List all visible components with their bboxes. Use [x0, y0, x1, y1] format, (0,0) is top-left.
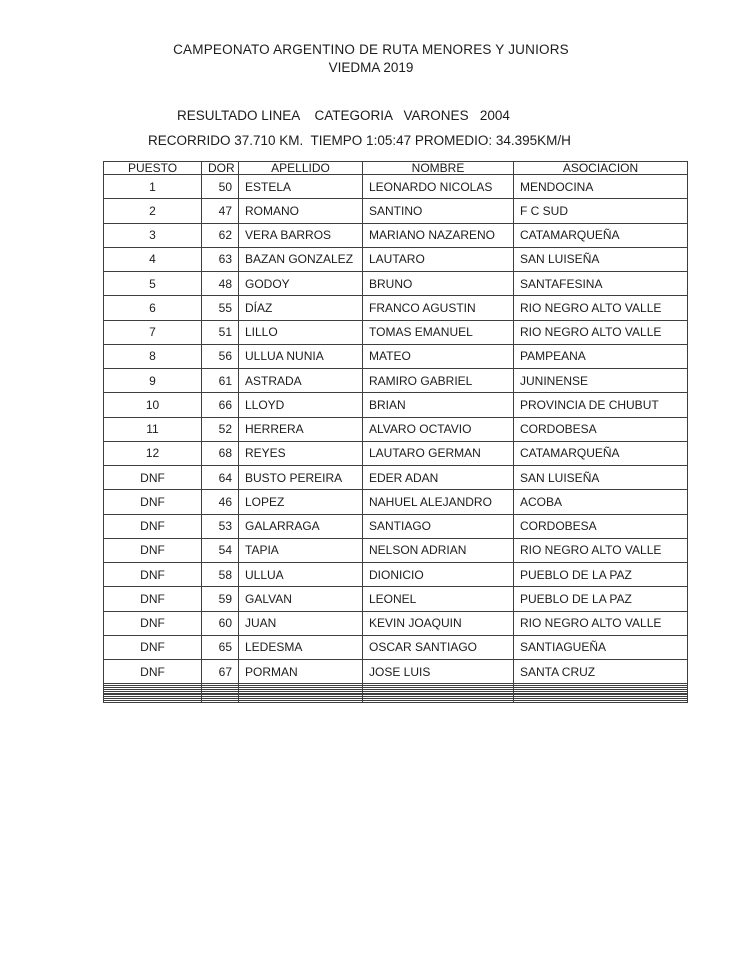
cell-nombre: LAUTARO GERMAN	[363, 441, 514, 465]
cell-dor: 50	[202, 175, 239, 199]
cell-puesto: 2	[104, 199, 202, 223]
cell-asociacion: F C SUD	[514, 199, 688, 223]
cell-nombre: EDER ADAN	[363, 466, 514, 490]
cell-dor: 61	[202, 369, 239, 393]
cell-apellido: GODOY	[239, 272, 363, 296]
cell-dor: 59	[202, 587, 239, 611]
cell-nombre: LAUTARO	[363, 247, 514, 271]
cell-asociacion: SANTAFESINA	[514, 272, 688, 296]
cell-asociacion: PAMPEANA	[514, 344, 688, 368]
cell-puesto: DNF	[104, 538, 202, 562]
results-table	[103, 161, 688, 703]
cell-puesto: 6	[104, 296, 202, 320]
column-header-apellido: APELLIDO	[239, 162, 363, 175]
table-row	[104, 611, 688, 635]
table-row	[104, 369, 688, 393]
cell-nombre: RAMIRO GABRIEL	[363, 369, 514, 393]
cell-asociacion: CORDOBESA	[514, 514, 688, 538]
cell-apellido: ASTRADA	[239, 369, 363, 393]
table-row	[104, 587, 688, 611]
course-stats-line: RECORRIDO 37.710 KM. TIEMPO 1:05:47 PROMEDIO: 34.395KM/H	[148, 133, 571, 148]
cell-apellido: LOPEZ	[239, 490, 363, 514]
cell-nombre: BRUNO	[363, 272, 514, 296]
cell-nombre: OSCAR SANTIAGO	[363, 635, 514, 659]
cell-nombre: SANTINO	[363, 199, 514, 223]
cell-apellido: HERRERA	[239, 417, 363, 441]
table-row	[104, 199, 688, 223]
cell-puesto	[104, 700, 202, 702]
table-row	[104, 296, 688, 320]
cell-nombre: BRIAN	[363, 393, 514, 417]
cell-dor: 46	[202, 490, 239, 514]
cell-apellido: VERA BARROS	[239, 223, 363, 247]
table-row	[104, 441, 688, 465]
cell-apellido: ULLUA	[239, 563, 363, 587]
cell-puesto: 9	[104, 369, 202, 393]
table-header-row	[104, 162, 688, 175]
table-row	[104, 223, 688, 247]
cell-dor: 53	[202, 514, 239, 538]
cell-apellido: GALARRAGA	[239, 514, 363, 538]
cell-dor: 52	[202, 417, 239, 441]
cell-dor: 56	[202, 344, 239, 368]
cell-nombre: ALVARO OCTAVIO	[363, 417, 514, 441]
cell-dor: 63	[202, 247, 239, 271]
cell-nombre: NAHUEL ALEJANDRO	[363, 490, 514, 514]
cell-apellido: ROMANO	[239, 199, 363, 223]
cell-apellido: GALVAN	[239, 587, 363, 611]
column-header-nombre: NOMBRE	[363, 162, 514, 175]
cell-dor: 60	[202, 611, 239, 635]
cell-nombre: FRANCO AGUSTIN	[363, 296, 514, 320]
cell-asociacion: PUEBLO DE LA PAZ	[514, 587, 688, 611]
cell-nombre: LEONEL	[363, 587, 514, 611]
cell-puesto: 3	[104, 223, 202, 247]
cell-puesto: 11	[104, 417, 202, 441]
cell-apellido: REYES	[239, 441, 363, 465]
column-header-puesto: PUESTO	[104, 162, 202, 175]
cell-puesto: DNF	[104, 660, 202, 684]
cell-nombre: DIONICIO	[363, 563, 514, 587]
table-row	[104, 272, 688, 296]
cell-puesto: DNF	[104, 563, 202, 587]
table-row	[104, 635, 688, 659]
cell-puesto: 5	[104, 272, 202, 296]
cell-asociacion: JUNINENSE	[514, 369, 688, 393]
cell-puesto: 1	[104, 175, 202, 199]
cell-nombre: KEVIN JOAQUIN	[363, 611, 514, 635]
cell-apellido: DÍAZ	[239, 296, 363, 320]
cell-nombre: MARIANO NAZARENO	[363, 223, 514, 247]
cell-dor: 67	[202, 660, 239, 684]
cell-asociacion: CATAMARQUEÑA	[514, 441, 688, 465]
cell-nombre: MATEO	[363, 344, 514, 368]
cell-asociacion: CORDOBESA	[514, 417, 688, 441]
cell-asociacion: RIO NEGRO ALTO VALLE	[514, 611, 688, 635]
cell-puesto: 7	[104, 320, 202, 344]
table-row	[104, 320, 688, 344]
table-row	[104, 175, 688, 199]
cell-puesto: 8	[104, 344, 202, 368]
cell-apellido	[239, 700, 363, 702]
cell-puesto: DNF	[104, 514, 202, 538]
cell-dor: 47	[202, 199, 239, 223]
cell-puesto: DNF	[104, 635, 202, 659]
table-row	[104, 490, 688, 514]
cell-asociacion: RIO NEGRO ALTO VALLE	[514, 296, 688, 320]
table-row	[104, 417, 688, 441]
cell-dor	[202, 700, 239, 702]
cell-asociacion: SANTIAGUEÑA	[514, 635, 688, 659]
cell-nombre: TOMAS EMANUEL	[363, 320, 514, 344]
cell-apellido: LLOYD	[239, 393, 363, 417]
cell-nombre: LEONARDO NICOLAS	[363, 175, 514, 199]
table-row	[104, 563, 688, 587]
cell-dor: 58	[202, 563, 239, 587]
cell-dor: 64	[202, 466, 239, 490]
cell-puesto: DNF	[104, 466, 202, 490]
cell-dor: 65	[202, 635, 239, 659]
cell-dor: 48	[202, 272, 239, 296]
column-header-asociacion: ASOCIACION	[514, 162, 688, 175]
cell-puesto: DNF	[104, 587, 202, 611]
empty-table-row	[104, 700, 688, 702]
document-subtitle: VIEDMA 2019	[328, 60, 414, 75]
cell-apellido: PORMAN	[239, 660, 363, 684]
cell-asociacion: SAN LUISEÑA	[514, 466, 688, 490]
table-row	[104, 393, 688, 417]
cell-asociacion: MENDOCINA	[514, 175, 688, 199]
cell-asociacion: PROVINCIA DE CHUBUT	[514, 393, 688, 417]
cell-asociacion: RIO NEGRO ALTO VALLE	[514, 538, 688, 562]
cell-puesto: DNF	[104, 490, 202, 514]
cell-asociacion: ACOBA	[514, 490, 688, 514]
cell-apellido: BUSTO PEREIRA	[239, 466, 363, 490]
cell-puesto: 12	[104, 441, 202, 465]
cell-asociacion: PUEBLO DE LA PAZ	[514, 563, 688, 587]
cell-nombre: SANTIAGO	[363, 514, 514, 538]
cell-nombre: JOSE LUIS	[363, 660, 514, 684]
cell-dor: 51	[202, 320, 239, 344]
column-header-dor: DOR	[202, 162, 239, 175]
cell-apellido: LILLO	[239, 320, 363, 344]
result-category-line: RESULTADO LINEA CATEGORIA VARONES 2004	[177, 108, 510, 123]
document-title: CAMPEONATO ARGENTINO DE RUTA MENORES Y JUNIORS	[173, 42, 569, 57]
cell-puesto: DNF	[104, 611, 202, 635]
cell-dor: 55	[202, 296, 239, 320]
cell-nombre: NELSON ADRIAN	[363, 538, 514, 562]
results-table-body	[104, 175, 688, 703]
cell-asociacion: SANTA CRUZ	[514, 660, 688, 684]
cell-apellido: LEDESMA	[239, 635, 363, 659]
cell-apellido: ULLUA NUNIA	[239, 344, 363, 368]
cell-asociacion: RIO NEGRO ALTO VALLE	[514, 320, 688, 344]
cell-nombre	[363, 700, 514, 702]
cell-dor: 54	[202, 538, 239, 562]
cell-apellido: ESTELA	[239, 175, 363, 199]
table-row	[104, 660, 688, 684]
cell-asociacion: SAN LUISEÑA	[514, 247, 688, 271]
cell-dor: 66	[202, 393, 239, 417]
cell-apellido: BAZAN GONZALEZ	[239, 247, 363, 271]
cell-dor: 62	[202, 223, 239, 247]
cell-dor: 68	[202, 441, 239, 465]
table-row	[104, 247, 688, 271]
table-row	[104, 514, 688, 538]
cell-puesto: 4	[104, 247, 202, 271]
cell-asociacion	[514, 700, 688, 702]
cell-asociacion: CATAMARQUEÑA	[514, 223, 688, 247]
table-row	[104, 538, 688, 562]
cell-apellido: JUAN	[239, 611, 363, 635]
table-row	[104, 466, 688, 490]
table-row	[104, 344, 688, 368]
cell-puesto: 10	[104, 393, 202, 417]
cell-apellido: TAPIA	[239, 538, 363, 562]
